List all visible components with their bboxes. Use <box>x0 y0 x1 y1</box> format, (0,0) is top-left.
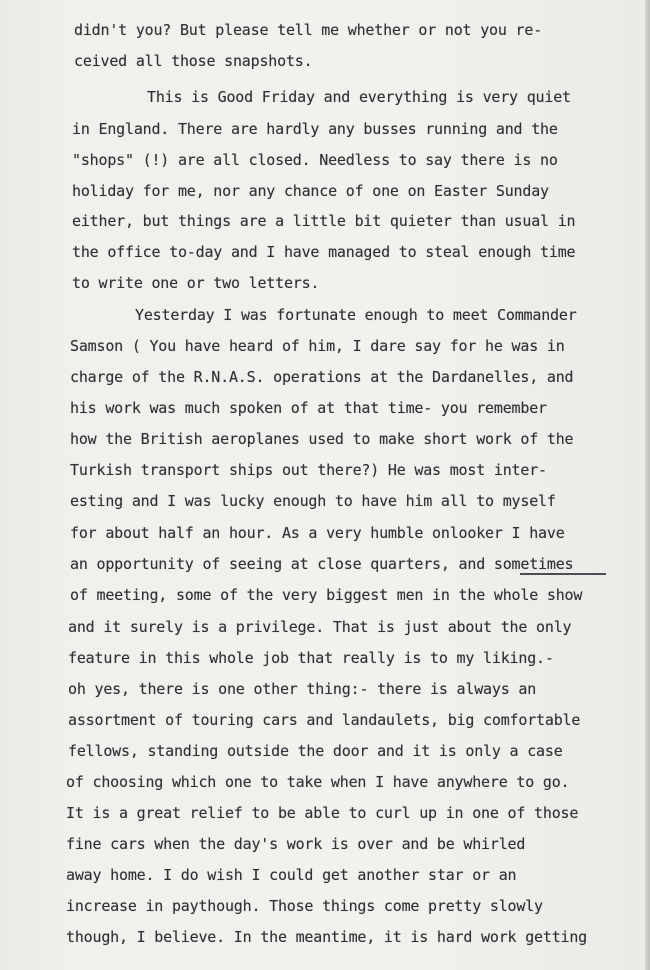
letter-line: either, but things are a little bit quieter than usual in <box>72 212 576 230</box>
letter-line: fellows, standing outside the door and it is only a case <box>68 742 563 760</box>
letter-line: ceived all those snapshots. <box>74 52 313 70</box>
letter-line: Yesterday I was fortunate enough to meet Commander <box>135 306 577 324</box>
letter-line: away home. I do wish I could get another star or an <box>66 866 517 884</box>
letter-line: didn't you? But please tell me whether or not you re- <box>74 21 543 39</box>
letter-line: assortment of touring cars and landaulets, big comfortable <box>68 711 581 729</box>
letter-line: oh yes, there is one other thing:- there is always an <box>68 680 537 698</box>
letter-line: esting and I was lucky enough to have him all to myself <box>70 492 556 510</box>
letter-line: of choosing which one to take when I have anywhere to go. <box>66 773 570 791</box>
letter-line: though, I believe. In the meantime, it is hard work getting <box>66 928 588 946</box>
letter-line: fine cars when the day's work is over and be whirled <box>66 835 526 853</box>
letter-line: feature in this whole job that really is to my liking.- <box>68 649 554 667</box>
letter-line: increase in paythough. Those things come pretty slowly <box>66 897 543 915</box>
letter-line: It is a great relief to be able to curl up in one of those <box>66 804 579 822</box>
letter-line: for about half an hour. As a very humble onlooker I have <box>70 524 565 542</box>
letter-line: of meeting, some of the very biggest men in the whole show <box>70 586 583 604</box>
letter-line: to write one or two letters. <box>72 274 320 292</box>
letter-line: "shops" (!) are all closed. Needless to say there is no <box>72 151 558 169</box>
letter-line: Turkish transport ships out there?) He was most inter- <box>70 461 547 479</box>
letter-line: Samson ( You have heard of him, I dare say for he was in <box>70 337 565 355</box>
letter-line: This is Good Friday and everything is very quiet <box>147 88 571 106</box>
letter-line: holiday for me, nor any chance of one on Easter Sunday <box>72 182 549 200</box>
letter-line: in England. There are hardly any busses running and the <box>72 120 558 138</box>
letter-line: how the British aeroplanes used to make short work of the <box>70 430 574 448</box>
letter-line: his work was much spoken of at that time- you remember <box>70 399 547 417</box>
letter-line: and it surely is a privilege. That is just about the only <box>68 618 572 636</box>
letter-line: the office to-day and I have managed to steal enough time <box>72 243 576 261</box>
sometimes-underline <box>520 573 606 575</box>
letter-line: an opportunity of seeing at close quarters, and sometimes <box>70 555 574 573</box>
letter-line: charge of the R.N.A.S. operations at the Dardanelles, and <box>70 368 574 386</box>
